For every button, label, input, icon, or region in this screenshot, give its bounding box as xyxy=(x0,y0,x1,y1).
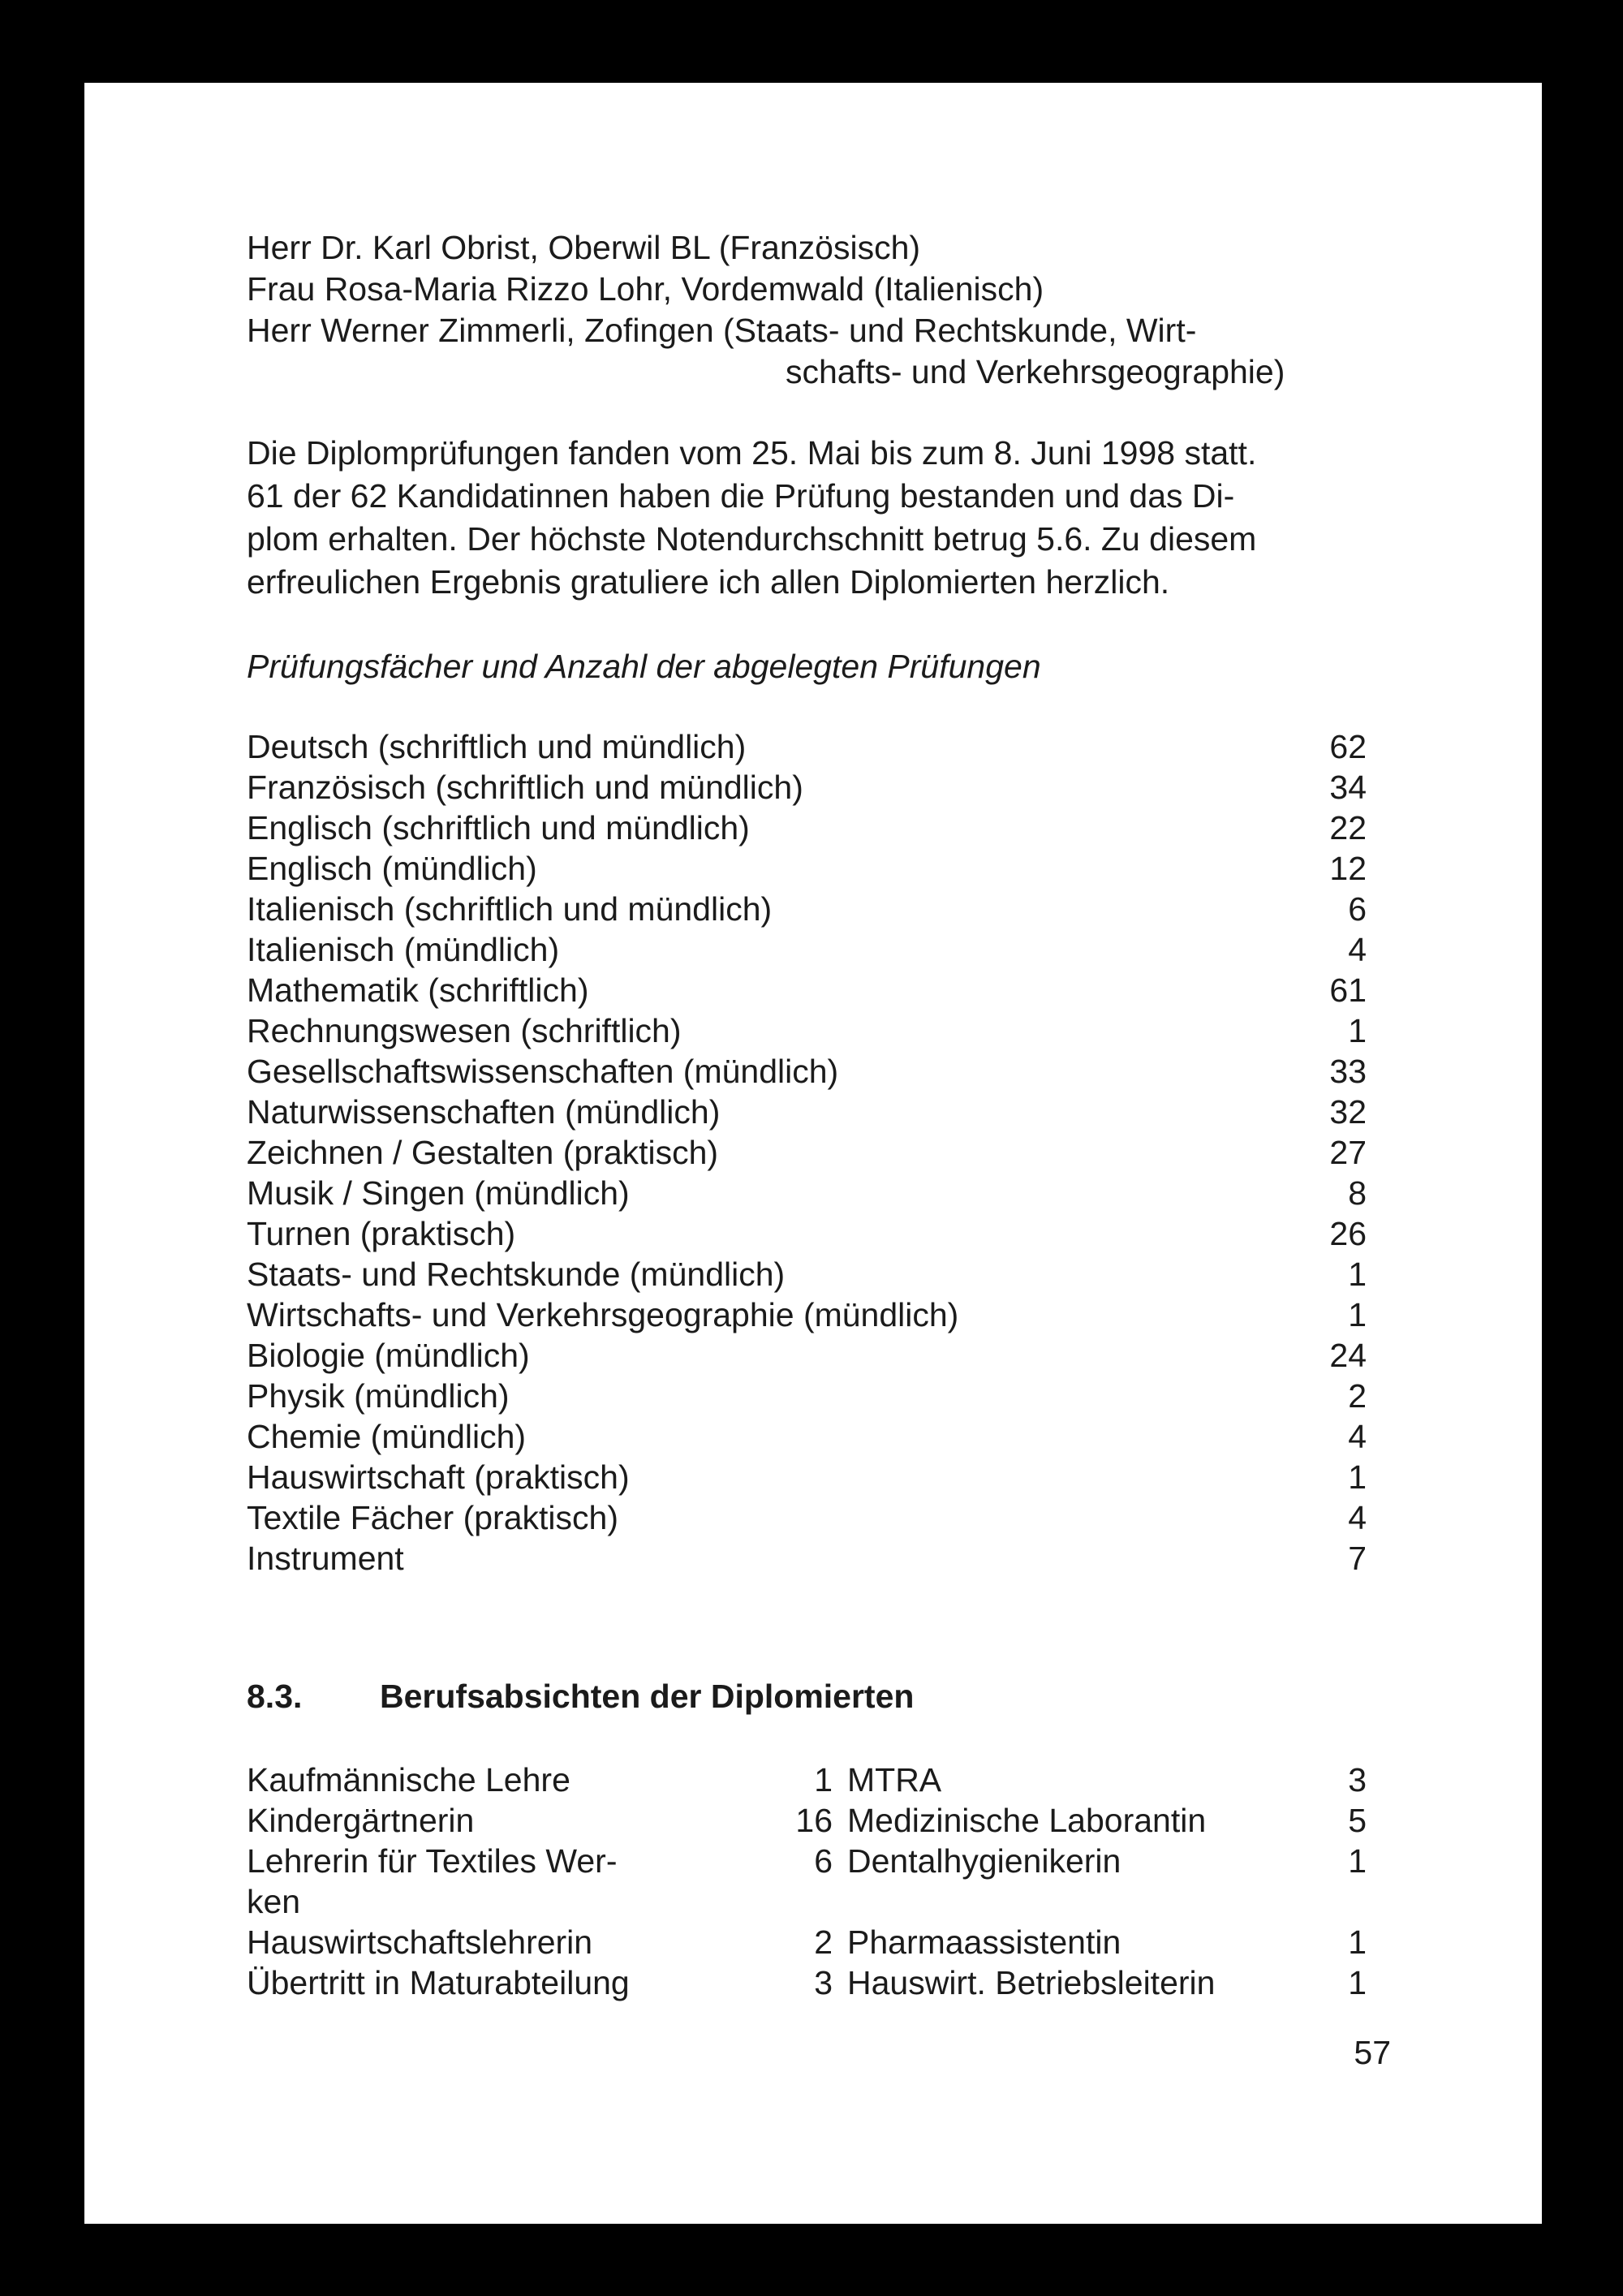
subject-row xyxy=(247,726,1367,767)
career-label: Pharmaassistentin xyxy=(847,1923,1121,1961)
career-count: 5 xyxy=(1348,1802,1367,1839)
career-row xyxy=(247,1922,847,1962)
career-column-right xyxy=(847,1760,1367,2003)
subject-name: Französisch (schriftlich und mündlich) xyxy=(247,769,803,806)
subject-name: Chemie (mündlich) xyxy=(247,1418,527,1455)
subject-name: Musik / Singen (mündlich) xyxy=(247,1174,630,1212)
subject-row xyxy=(247,1173,1367,1213)
career-count: 1 xyxy=(1348,1964,1367,2001)
career-label: Übertritt in Maturabteilung xyxy=(247,1964,630,2001)
subject-count: 4 xyxy=(1348,931,1367,968)
career-label: MTRA xyxy=(847,1761,942,1798)
subject-row xyxy=(247,767,1367,808)
subject-name: Rechnungswesen (schriftlich) xyxy=(247,1012,682,1049)
subject-name: Wirtschafts- und Verkehrsgeographie (mündlich) xyxy=(247,1296,959,1333)
subject-count: 61 xyxy=(1329,971,1367,1009)
career-count: 16 xyxy=(795,1802,833,1839)
subject-count: 6 xyxy=(1348,890,1367,928)
subject-row xyxy=(247,848,1367,889)
examiner-line-continuation: schafts- und Verkehrsgeographie) xyxy=(786,353,1285,390)
career-row xyxy=(847,1962,1367,2003)
career-label: Lehrerin für Textiles Wer- ken xyxy=(247,1842,618,1920)
career-count: 1 xyxy=(1348,1842,1367,1880)
subject-count: 26 xyxy=(1329,1215,1367,1252)
subject-name: Gesellschaftswissenschaften (mündlich) xyxy=(247,1053,839,1090)
paragraph-line: 61 der 62 Kandidatinnen haben die Prüfung bestanden und das Di- xyxy=(247,477,1235,515)
subject-count: 62 xyxy=(1329,728,1367,765)
subject-row xyxy=(247,1132,1367,1173)
subject-row xyxy=(247,1416,1367,1457)
examiner-line: Herr Werner Zimmerli, Zofingen (Staats- und Rechtskunde, Wirt- xyxy=(247,312,1197,349)
subject-count: 24 xyxy=(1329,1337,1367,1374)
subject-row xyxy=(247,929,1367,970)
subject-name: Deutsch (schriftlich und mündlich) xyxy=(247,728,747,765)
subject-name: Instrument xyxy=(247,1540,404,1577)
subject-count: 32 xyxy=(1329,1093,1367,1131)
subject-count: 1 xyxy=(1348,1256,1367,1293)
subject-row xyxy=(247,889,1367,929)
subject-name: Turnen (praktisch) xyxy=(247,1215,516,1252)
subject-count: 4 xyxy=(1348,1418,1367,1455)
career-label: Kindergärtnerin xyxy=(247,1802,475,1839)
career-count: 1 xyxy=(1348,1923,1367,1961)
career-row xyxy=(247,1962,847,2003)
subject-row xyxy=(247,808,1367,848)
subject-row xyxy=(247,1254,1367,1294)
subject-count: 8 xyxy=(1348,1174,1367,1212)
subject-count: 22 xyxy=(1329,809,1367,846)
subject-name: Hauswirtschaft (praktisch) xyxy=(247,1458,630,1496)
subject-count: 4 xyxy=(1348,1499,1367,1536)
career-count: 3 xyxy=(1348,1761,1367,1798)
career-table xyxy=(247,1760,1480,2003)
subject-row xyxy=(247,1092,1367,1132)
career-count: 2 xyxy=(814,1923,833,1961)
career-label: Dentalhygienikerin xyxy=(847,1842,1121,1880)
paragraph-line: plom erhalten. Der höchste Notendurchschnitt betrug 5.6. Zu diesem xyxy=(247,520,1257,558)
subject-row xyxy=(247,1051,1367,1092)
career-label: Kaufmännische Lehre xyxy=(247,1761,570,1798)
career-column-left xyxy=(247,1760,847,2003)
subject-count: 33 xyxy=(1329,1053,1367,1090)
subject-row xyxy=(247,1497,1367,1538)
career-row xyxy=(847,1760,1367,1800)
subject-count: 1 xyxy=(1348,1296,1367,1333)
subject-row xyxy=(247,1335,1367,1376)
subject-row xyxy=(247,1538,1367,1579)
subject-name: Englisch (mündlich) xyxy=(247,850,537,887)
subject-count: 12 xyxy=(1329,850,1367,887)
subject-row xyxy=(247,1376,1367,1416)
subjects-heading: Prüfungsfächer und Anzahl der abgelegten Prüfungen xyxy=(247,648,1041,685)
subject-name: Zeichnen / Gestalten (praktisch) xyxy=(247,1134,719,1171)
section-title: Berufsabsichten der Diplomierten xyxy=(380,1678,915,1715)
page-number: 57 xyxy=(1354,2034,1391,2071)
subject-count: 1 xyxy=(1348,1458,1367,1496)
subject-row xyxy=(247,1010,1367,1051)
section-heading xyxy=(247,1676,1480,1717)
examiner-line: Frau Rosa-Maria Rizzo Lohr, Vordemwald (Italienisch) xyxy=(247,270,1044,308)
subject-name: Textile Fächer (praktisch) xyxy=(247,1499,618,1536)
subject-name: Italienisch (schriftlich und mündlich) xyxy=(247,890,773,928)
career-label: Medizinische Laborantin xyxy=(847,1802,1207,1839)
career-label: Hauswirt. Betriebsleiterin xyxy=(847,1964,1216,2001)
subject-count: 7 xyxy=(1348,1540,1367,1577)
subject-name: Physik (mündlich) xyxy=(247,1377,510,1415)
subject-row xyxy=(247,1294,1367,1335)
career-row xyxy=(247,1841,847,1922)
subject-count: 1 xyxy=(1348,1012,1367,1049)
subject-name: Biologie (mündlich) xyxy=(247,1337,530,1374)
examiner-list xyxy=(247,227,1480,393)
subject-row xyxy=(247,1213,1367,1254)
examiner-line: Herr Dr. Karl Obrist, Oberwil BL (Französisch) xyxy=(247,229,921,266)
page-content xyxy=(247,227,1480,2003)
career-row xyxy=(847,1922,1367,1962)
subject-row xyxy=(247,970,1367,1010)
subject-name: Mathematik (schriftlich) xyxy=(247,971,589,1009)
career-row xyxy=(847,1800,1367,1841)
subject-name: Englisch (schriftlich und mündlich) xyxy=(247,809,750,846)
career-row xyxy=(247,1800,847,1841)
career-row xyxy=(247,1760,847,1800)
subject-name: Naturwissenschaften (mündlich) xyxy=(247,1093,721,1131)
subject-row xyxy=(247,1457,1367,1497)
subject-name: Staats- und Rechtskunde (mündlich) xyxy=(247,1256,786,1293)
subject-count: 34 xyxy=(1329,769,1367,806)
career-row xyxy=(847,1841,1367,1922)
subject-count: 27 xyxy=(1329,1134,1367,1171)
exam-summary-paragraph xyxy=(247,432,1387,604)
career-label: Hauswirtschaftslehrerin xyxy=(247,1923,593,1961)
subject-count: 2 xyxy=(1348,1377,1367,1415)
document-page xyxy=(84,83,1542,2224)
career-count: 3 xyxy=(814,1964,833,2001)
section-number: 8.3. xyxy=(247,1678,303,1715)
subjects-table xyxy=(247,726,1367,1579)
subject-name: Italienisch (mündlich) xyxy=(247,931,560,968)
paragraph-line: erfreulichen Ergebnis gratuliere ich allen Diplomierten herzlich. xyxy=(247,563,1170,601)
paragraph-line: Die Diplomprüfungen fanden vom 25. Mai bis zum 8. Juni 1998 statt. xyxy=(247,434,1257,472)
career-count: 1 xyxy=(814,1761,833,1798)
career-count: 6 xyxy=(814,1842,833,1880)
